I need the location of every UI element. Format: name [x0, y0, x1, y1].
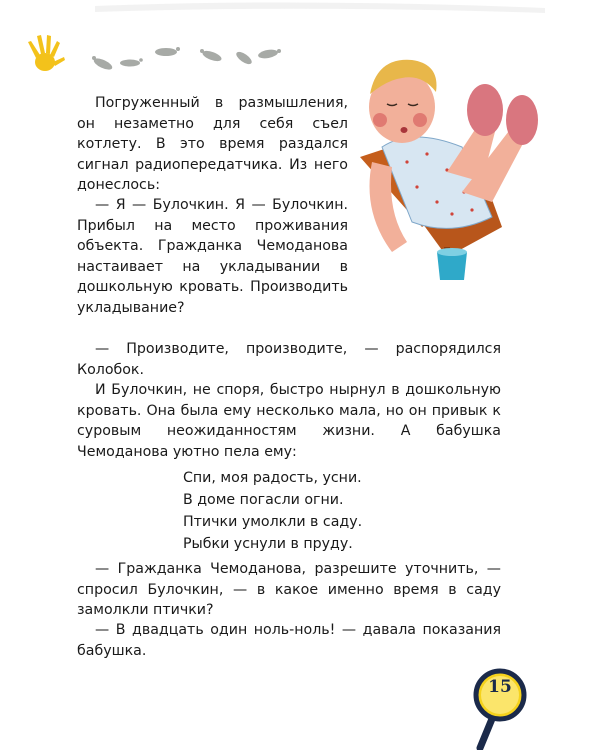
cup-rim-shape: [437, 248, 467, 256]
page-number: 15: [488, 677, 512, 697]
boy-foot-shape: [467, 84, 503, 136]
paragraph: — Производите, производите, — распорядился Колобок.: [77, 341, 501, 378]
poem-line: Спи, моя радость, усни.: [183, 470, 362, 486]
poem-line: В доме погасли огни.: [183, 492, 344, 508]
paragraph: — Я — Булочкин. Я — Булочкин. Прибыл на место проживания объекта. Гражданка Чемоданова настаивает на укладывании в дошкольную кровать. Производить укладывание?: [77, 197, 348, 316]
yellow-hand-icon: [28, 35, 65, 71]
paragraph: — В двадцать один ноль-ноль! — давала показания бабушка.: [77, 622, 501, 659]
boy-in-chair-illustration: [352, 52, 552, 284]
boy-foot-shape: [506, 95, 538, 145]
cup-shape: [437, 252, 467, 280]
boy-cheek-shape: [373, 113, 387, 127]
poem-line: Рыбки уснули в пруду.: [183, 536, 353, 552]
paragraph: И Булочкин, не споря, быстро нырнул в дошкольную кровать. Она была ему несколько мала, но он привык к суровым неожиданностям жизни. А бабушка Чемоданова уютно пела ему:: [77, 382, 501, 460]
poem-line: Птички умолкли в саду.: [183, 514, 363, 530]
boy-cheek-shape: [413, 113, 427, 127]
footprints-icon: [92, 47, 281, 72]
paragraph: — Гражданка Чемоданова, разрешите уточнить, — спросил Булочкин, — в какое именно время в саду замолкли птички?: [77, 561, 501, 619]
boy-mouth-shape: [401, 127, 408, 133]
paragraph: Погруженный в размышления, он незаметно для себя съел котлету. В это время раздался сигнал радиопередатчика. Из него донеслось:: [77, 95, 348, 194]
poem: [183, 467, 362, 555]
faded-header-stroke-icon: [95, 2, 545, 13]
